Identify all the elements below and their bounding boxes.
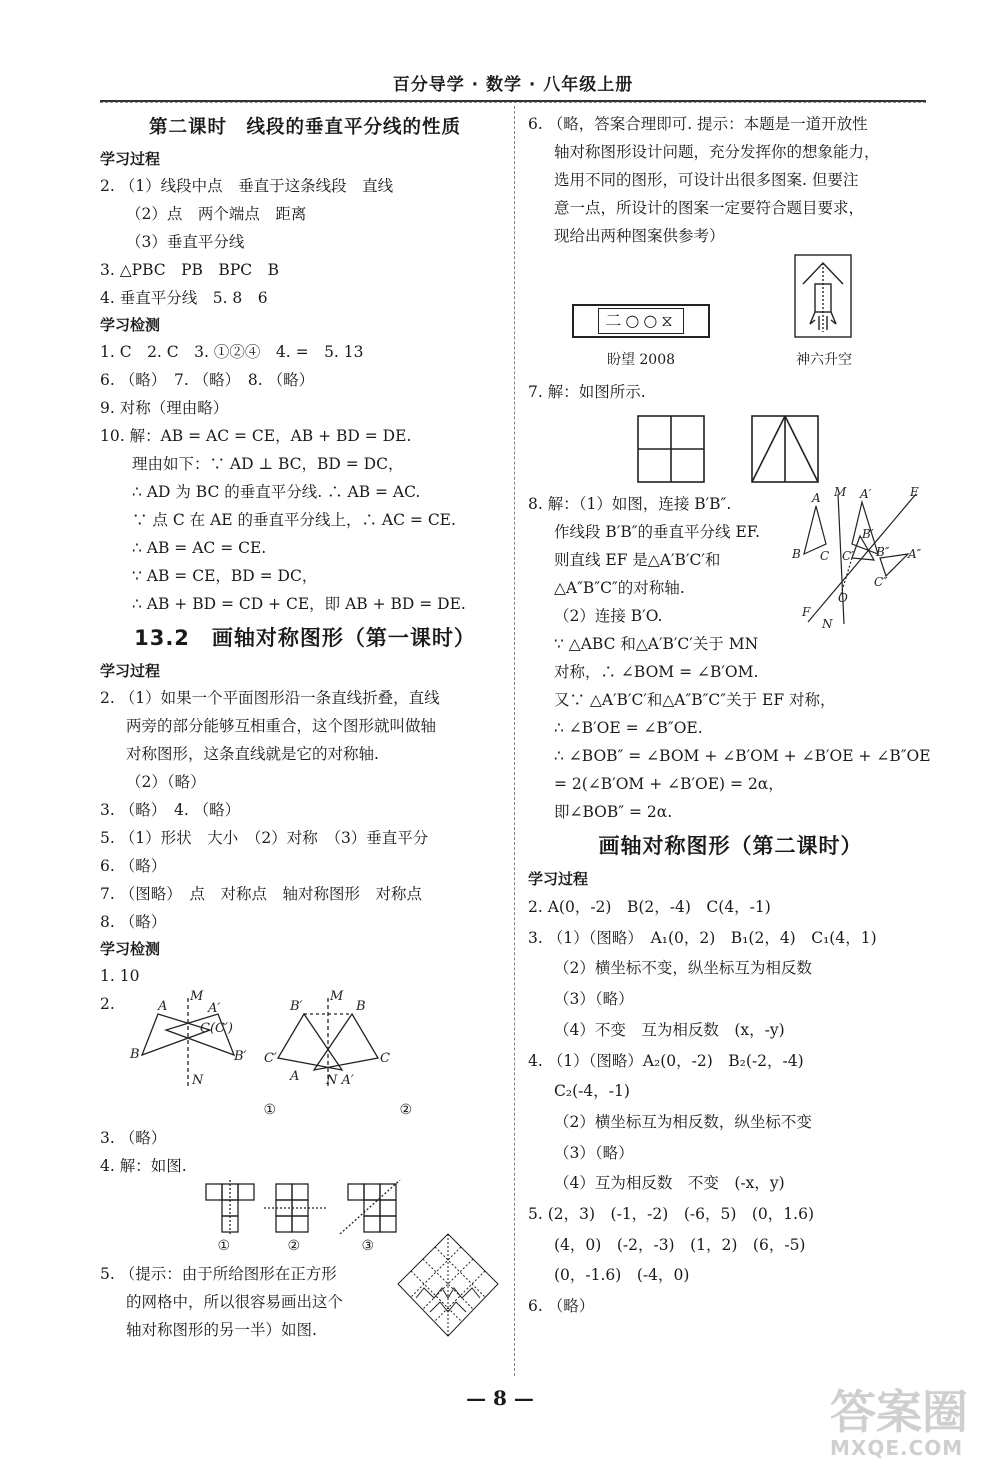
answer-line: 理由如下：∵ AD ⊥ BC，BD = DC， — [132, 455, 404, 473]
answer-line: ∵ 点 C 在 AE 的垂直平分线上，∴ AC = CE. — [132, 511, 456, 529]
figure-q6 — [528, 250, 933, 378]
label-C-double-prime: C″ — [874, 575, 888, 589]
answer-line: 的网格中，所以很容易画出这个 — [126, 1293, 344, 1311]
label-A: A — [158, 999, 168, 1014]
figure-label: ① — [263, 1102, 276, 1118]
label-N: N — [192, 1073, 204, 1088]
answer-line: 7. （图略） 点 对称点 轴对称图形 对称点 — [100, 885, 422, 903]
answer-line: 4. 垂直平分线 5. 8 6 — [100, 289, 268, 307]
figure-label: ② — [399, 1102, 412, 1118]
left-column — [100, 110, 510, 1348]
figure-q2-svg — [100, 990, 510, 1102]
answer-line: 轴对称图形设计问题，充分发挥你的想象能力， — [554, 143, 880, 161]
label-A-prime: A′ — [860, 487, 872, 501]
answer-line: ∵ AB = CE，BD = DC， — [132, 567, 318, 585]
label-A-prime: A′ — [208, 1001, 221, 1016]
label-B-2: B — [356, 999, 366, 1014]
pattern-2008-box — [572, 304, 710, 338]
answer-line: 2. （1）如果一个平面图形沿一条直线折叠，直线 — [100, 689, 440, 707]
answer-line: 两旁的部分能够互相重合，这个图形就叫做轴 — [126, 717, 437, 735]
label-B: B — [130, 1047, 140, 1062]
label-B: B — [792, 547, 801, 561]
answer-line: ∴ AD 为 BC 的垂直平分线. ∴ AB = AC. — [132, 483, 421, 501]
figure-label: ① — [217, 1238, 230, 1254]
answer-line: (0，-1.6) (-4，0) — [554, 1266, 690, 1285]
figure-label: ③ — [361, 1238, 374, 1254]
figure-label: ② — [287, 1238, 300, 1254]
answer-line: 6. （略，答案合理即可. 提示：本题是一道开放性 — [528, 115, 868, 133]
header-rule — [100, 100, 926, 103]
answer-line: 9. 对称（理由略） — [100, 399, 229, 417]
answer-line: 则直线 EF 是△A′B′C′和 — [554, 551, 721, 569]
pattern-caption: 神六升空 — [796, 352, 852, 368]
answer-line: （2）横坐标互为相反数，纵坐标不变 — [554, 1112, 812, 1131]
label-N: N — [822, 617, 833, 630]
answer-line: 2. A(0，-2) B(2，-4) C(4，-1) — [528, 898, 771, 916]
answer-line: ∴ AB = AC = CE. — [132, 539, 267, 557]
answer-line: 3. （1）（图略） A₁(0，2) B₁(2，4) C₁(4，1) — [528, 928, 877, 947]
answer-line: 轴对称图形的另一半）如图. — [126, 1321, 317, 1339]
answer-line: 3. （略） 4. （略） — [100, 801, 241, 819]
answer-line: 10. 解：AB = AC = CE，AB + BD = DE. — [100, 427, 412, 445]
section-heading: 学习检测 — [100, 316, 161, 334]
label-C-prime: C′ — [842, 549, 854, 563]
answer-line: （2）横坐标不变，纵坐标互为相反数 — [554, 959, 812, 978]
figure-q5-svg — [396, 1232, 500, 1338]
answer-line: 5. (2，3) (-1，-2) (-6，5) (0，1.6) — [528, 1205, 814, 1224]
figure-q2 — [100, 990, 510, 1102]
rocket-pattern-svg — [794, 254, 852, 338]
figure-q4-svg — [100, 1180, 510, 1234]
right-column — [528, 110, 933, 1322]
answer-line: 意一点，所设计的图案一定要符合题目要求， — [554, 199, 865, 217]
pattern-caption: 盼望 2008 — [606, 352, 676, 368]
answer-line: （2）点 两个端点 距离 — [126, 205, 307, 223]
answer-line: 8. （略） — [100, 913, 167, 931]
figure-q8-svg — [790, 486, 930, 630]
answer-line: △A″B″C″的对称轴. — [554, 579, 685, 597]
answer-line: 6. （略） — [100, 857, 167, 875]
label-A-2: A — [290, 1069, 300, 1084]
label-B-prime: B′ — [234, 1049, 247, 1064]
answer-line: （4）不变 互为相反数 (x，-y) — [554, 1020, 785, 1039]
answer-line: 3. △PBC PB BPC B — [100, 261, 279, 279]
label-M: M — [834, 486, 847, 499]
label-O: O — [838, 591, 848, 605]
answer-line: 1. C 2. C 3. ①②④ 4. = 5. 13 — [100, 343, 364, 361]
answer-line: (4，0) (-2，-3) (1，2) (6，-5) — [554, 1235, 806, 1254]
answer-line: ∴ ∠BOB″ = ∠BOM + ∠B′OM + ∠B′OE + ∠B″OE — [554, 747, 931, 765]
answer-line: 现给出两种图案供参考） — [554, 227, 725, 245]
page-header: 百分导学 · 数学 · 八年级上册 — [392, 75, 634, 95]
answer-line: （2）连接 B′O. — [554, 607, 663, 625]
answer-line: 5. （提示：由于所给图形在正方形 — [100, 1265, 337, 1283]
answer-line: 5. （1）形状 大小 （2）对称 （3）垂直平分 — [100, 829, 429, 847]
answer-line: （3）垂直平分线 — [126, 233, 245, 251]
answer-line: 作线段 B′B″的垂直平分线 EF. — [554, 523, 761, 541]
answer-line: 4. 解：如图. — [100, 1157, 187, 1175]
label-B-prime: B′ — [862, 527, 874, 541]
section-heading: 学习过程 — [100, 150, 161, 168]
lesson-title-1: 第二课时 线段的垂直平分线的性质 — [148, 117, 461, 138]
hourglass-icon: ⧖ — [661, 311, 677, 330]
answer-line: C₂(-4，-1) — [554, 1082, 630, 1101]
label-M: M — [190, 990, 204, 1004]
answer-line: （3）（略） — [554, 990, 634, 1009]
answer-line: 1. 10 — [100, 967, 140, 985]
answer-line: 2. （1）线段中点 垂直于这条线段 直线 — [100, 177, 394, 195]
answer-line: 选用不同的图形，可设计出很多图案. 但要注 — [554, 171, 859, 189]
answer-line: ∴ ∠B′OE = ∠B″OE. — [554, 719, 703, 737]
answer-line: 即∠BOB″ = 2α. — [554, 803, 673, 821]
label-A: A — [812, 491, 821, 505]
section-heading: 学习过程 — [100, 662, 161, 680]
answer-line: 2. — [100, 995, 115, 1013]
answer-line: ∵ △ABC 和△A′B′C′关于 MN — [554, 635, 759, 653]
answer-line: 6. （略） 7. （略） 8. （略） — [100, 371, 315, 389]
figure-q7-svg — [528, 406, 933, 490]
label-F: F — [802, 605, 811, 619]
answer-line: 又∵ △A′B′C′和△A″B″C″关于 EF 对称， — [554, 691, 836, 709]
answer-line: = 2(∠B′OM + ∠B′OE) = 2α， — [554, 775, 784, 793]
section-heading: 学习检测 — [100, 940, 161, 958]
lesson-title-2: 13.2 画轴对称图形（第一课时） — [134, 626, 476, 650]
page-number: — 8 — — [466, 1386, 534, 1410]
answer-line: ∴ AB + BD = CD + CE，即 AB + BD = DE. — [132, 595, 466, 613]
pattern-2008-text: 二○○⧖ — [598, 308, 683, 334]
label-C: C(C′) — [200, 1021, 233, 1036]
label-B-prime-2: B′ — [290, 999, 303, 1014]
label-M-2: M — [330, 990, 344, 1004]
answer-line: （4）互为相反数 不变 (-x，y) — [554, 1174, 785, 1193]
answer-line: 3. （略） — [100, 1129, 167, 1147]
answer-line: （2）（略） — [126, 773, 206, 791]
answer-line: 7. 解：如图所示. — [528, 383, 646, 401]
column-divider — [514, 106, 515, 1376]
answer-line: 对称图形，这条直线就是它的对称轴. — [126, 745, 379, 763]
label-E: E — [910, 486, 919, 499]
figure-q7 — [528, 406, 933, 490]
answer-line: 8. 解：（1）如图，连接 B′B″. — [528, 495, 732, 513]
label-N-A-prime: N A′ — [326, 1073, 354, 1088]
label-C-2: C — [380, 1051, 390, 1066]
answer-line: 6. （略） — [528, 1297, 595, 1316]
label-B-double-prime: B″ — [876, 545, 890, 559]
answer-line: 4. （1）（图略）A₂(0，-2) B₂(-2，-4) — [528, 1051, 804, 1070]
label-A-double-prime: A″ — [908, 547, 922, 561]
label-C: C — [820, 549, 830, 563]
label-C-prime-2: C′ — [264, 1051, 277, 1066]
answer-line: 对称，∴ ∠BOM = ∠B′OM. — [554, 663, 759, 681]
section-heading: 学习过程 — [528, 870, 589, 888]
lesson-title-3: 画轴对称图形（第二课时） — [598, 834, 863, 858]
figure-q4 — [100, 1180, 510, 1234]
watermark-logo: 答案圈 MXQE.COM — [830, 1385, 968, 1460]
answer-line: （3）（略） — [554, 1143, 634, 1162]
